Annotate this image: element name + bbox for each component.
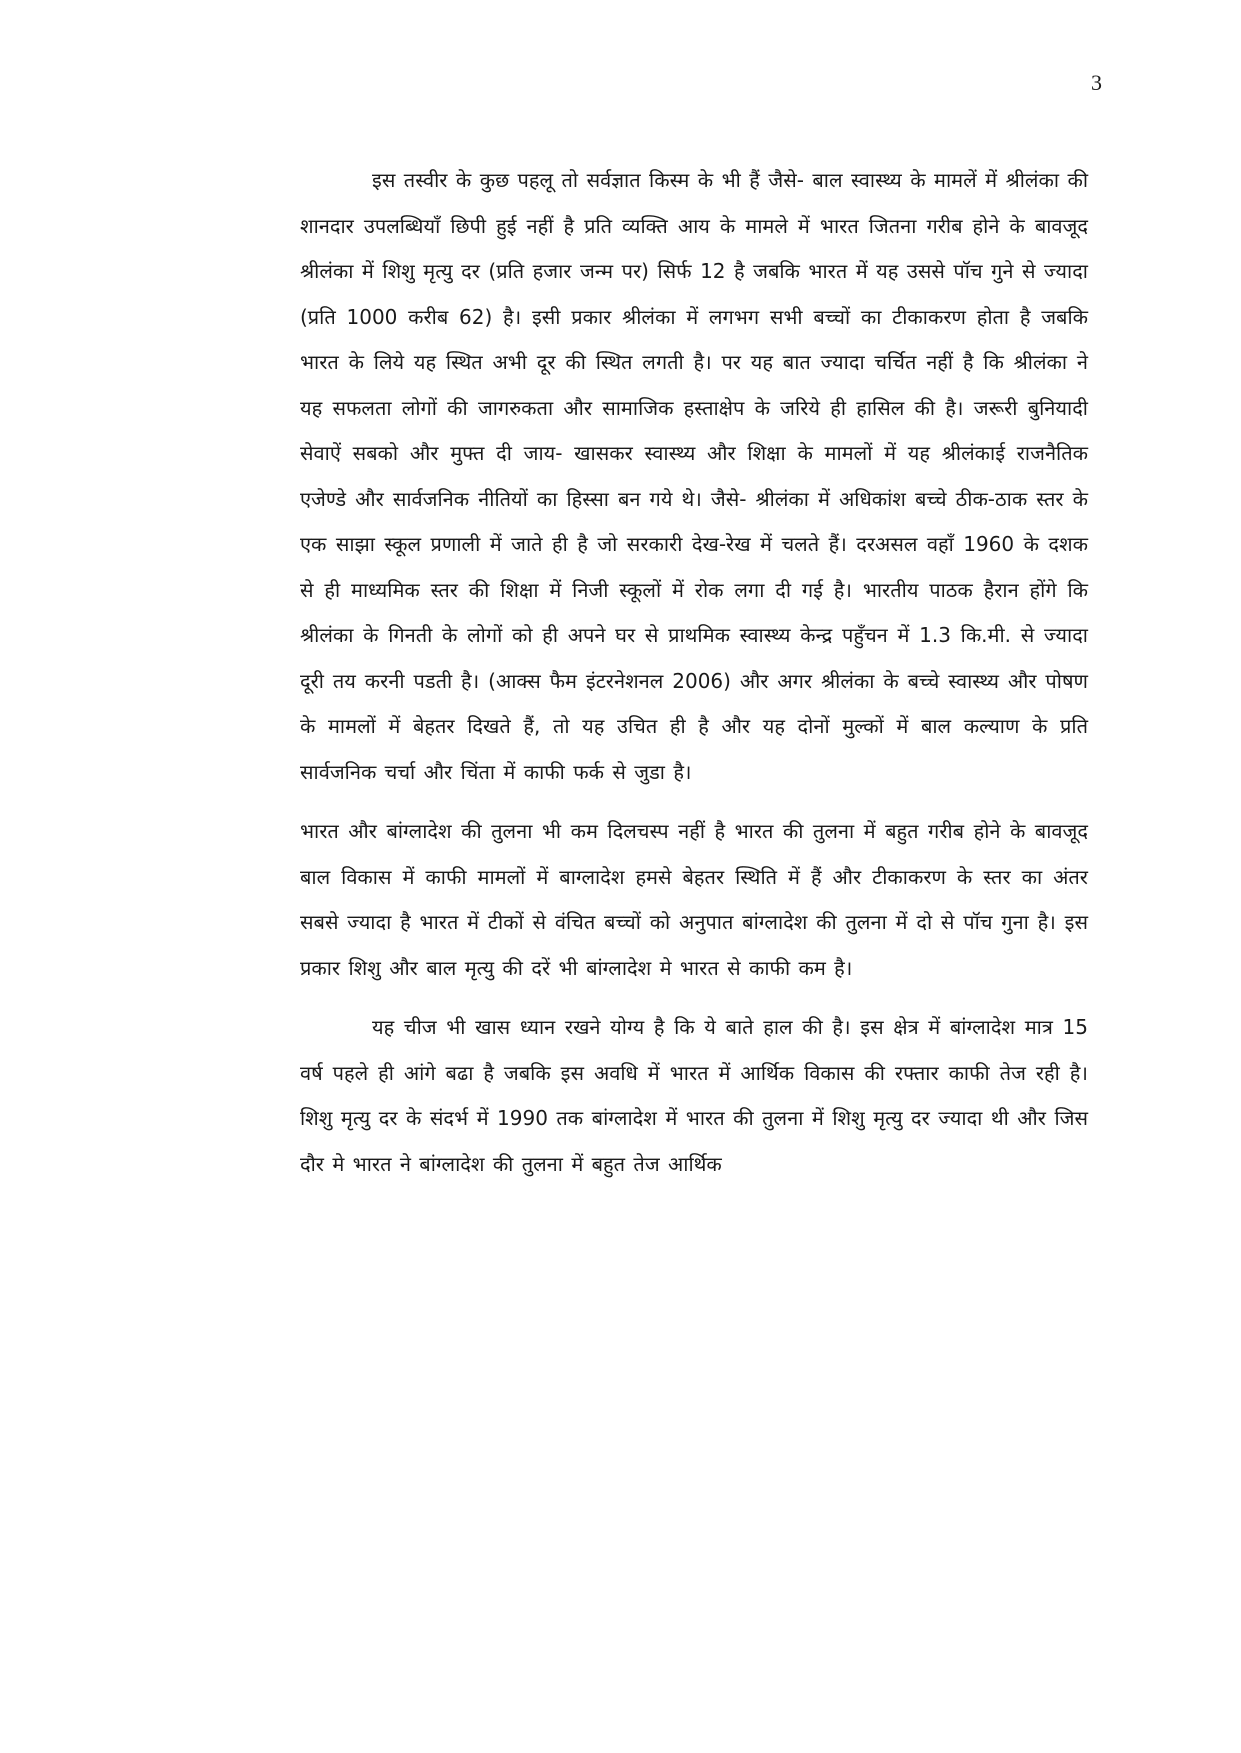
page-number: 3 [1091,70,1102,95]
paragraph-sri-lanka-health: इस तस्वीर के कुछ पहलू तो सर्वज्ञात किस्म के भी हैं जैसे- बाल स्वास्थ्य के मामलें में श्रीलंका की शानदार उपलब्धियाँ छिपी हुई नहीं है प्रति व्यक्ति आय के मामले में भारत जितना गरीब होने के बावजूद श्रीलंका में शिशु मृत्यु दर (प्रति हजार जन्म पर) सिर्फ 12 है जबकि भारत में यह उससे पॉच गुने से ज्यादा (प्रति 1000 करीब 62) है। इसी प्रकार श्रीलंका में लगभग सभी बच्चों का टीकाकरण होता है जबकि भारत के लिये यह स्थित अभी दूर की स्थित लगती है। पर यह बात ज्यादा चर्चित नहीं है कि श्रीलंका ने यह सफलता लोगों की जागरुकता और सामाजिक हस्ताक्षेप के जरिये ही हासिल की है। जरूरी बुनियादी सेवाऐं सबको और मुफ्त दी जाय- खासकर स्वास्थ्य और शिक्षा के मामलों में यह श्रीलंकाई राजनैतिक एजेण्डे और सार्वजनिक नीतियों का हिस्सा बन गये थे। जैसे- श्रीलंका में अधिकांश बच्चे ठीक-ठाक स्तर के एक साझा स्कूल प्रणाली में जाते ही है जो सरकारी देख-रेख में चलते हैं। दरअसल वहाँ 1960 के दशक से ही माध्यमिक स्तर की शिक्षा में निजी स्कूलों में रोक लगा दी गई है। भारतीय पाठक हैरान होंगे कि श्रीलंका के गिनती के लोगों को ही अपने घर से प्राथमिक स्वास्थ्य केन्द्र पहुँचन में 1.3 कि.मी. से ज्यादा दूरी तय करनी पडती है। (आक्स फैम इंटरनेशनल 2006) और अगर श्रीलंका के बच्चे स्वास्थ्य और पोषण के मामलों में बेहतर दिखते हैं, तो यह उचित ही है और यह दोनों मुल्कों में बाल कल्याण के प्रति सार्वजनिक चर्चा और चिंता में काफी फर्क से जुडा है। [300,168,1088,784]
paragraph-india-bangladesh-comparison: भारत और बांग्लादेश की तुलना भी कम दिलचस्प नहीं है भारत की तुलना में बहुत गरीब होने के बावजूद बाल विकास में काफी मामलों में बाग्लादेश हमसे बेहतर स्थिति में हैं और टीकाकरण के स्तर का अंतर सबसे ज्यादा है भारत में टीकों से वंचित बच्चों को अनुपात बांग्लादेश की तुलना में दो से पॉच गुना है। इस प्रकार शिशु और बाल मृत्यु की दरें भी बांग्लादेश मे भारत से काफी कम है। [300,819,1088,980]
document-body [300,158,1088,1187]
paragraph-recent-developments: यह चीज भी खास ध्यान रखने योग्य है कि ये बाते हाल की है। इस क्षेत्र में बांग्लादेश मात्र 15 वर्ष पहले ही आंगे बढा है जबकि इस अवधि में भारत में आर्थिक विकास की रफ्तार काफी तेज रही है। शिशु मृत्यु दर के संदर्भ में 1990 तक बांग्लादेश में भारत की तुलना में शिशु मृत्यु दर ज्यादा थी और जिस दौर मे भारत ने बांग्लादेश की तुलना में बहुत तेज आर्थिक [300,1015,1088,1176]
